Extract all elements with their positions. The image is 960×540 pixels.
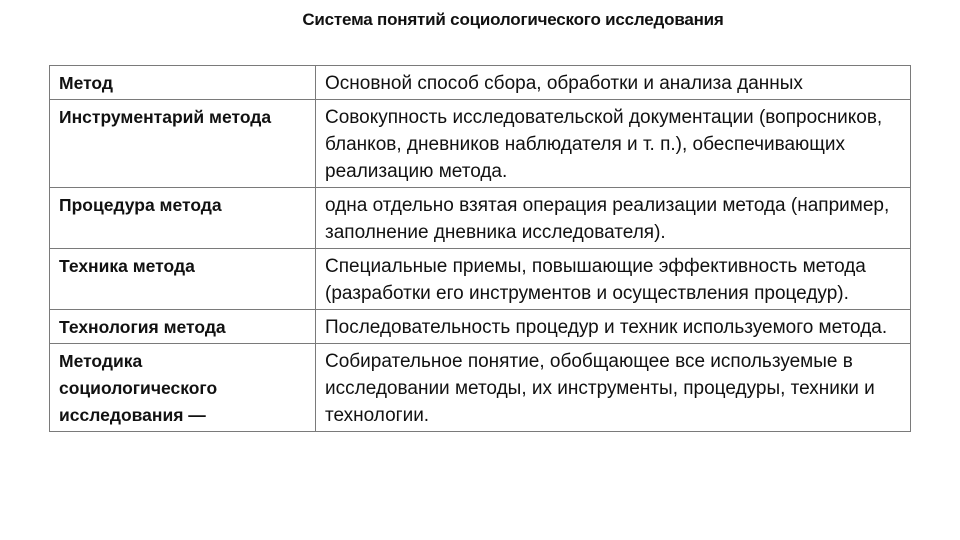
- definition-cell: Основной способ сбора, обработки и анализа данных: [316, 66, 911, 100]
- term-cell: Метод: [50, 66, 316, 100]
- table-row: [50, 344, 911, 432]
- table-row: [50, 310, 911, 344]
- page-title: Система понятий социологического исследования: [302, 10, 724, 29]
- table-row: [50, 188, 911, 249]
- definition-cell: одна отдельно взятая операция реализации метода (например, заполнение дневника исследователя).: [316, 188, 911, 249]
- table-row: [50, 249, 911, 310]
- definition-cell: Собирательное понятие, обобщающее все используемые в исследовании методы, их инструменты, процедуры, техники и технологии.: [316, 344, 911, 432]
- definition-cell: Совокупность исследовательской документации (вопросников, бланков, дневников наблюдателя и т. п.), обеспечивающих реализацию метода.: [316, 100, 911, 188]
- definition-cell: Последовательность процедур и техник используемого метода.: [316, 310, 911, 344]
- table-row: [50, 100, 911, 188]
- term-cell: Инструментарий метода: [50, 100, 316, 188]
- term-cell: Методика социологического исследования —: [50, 344, 316, 432]
- concepts-table: [49, 65, 911, 432]
- table-row: [50, 66, 911, 100]
- term-cell: Технология метода: [50, 310, 316, 344]
- definition-cell: Специальные приемы, повышающие эффективность метода (разработки его инструментов и осуществления процедур).: [316, 249, 911, 310]
- term-cell: Процедура метода: [50, 188, 316, 249]
- term-cell: Техника метода: [50, 249, 316, 310]
